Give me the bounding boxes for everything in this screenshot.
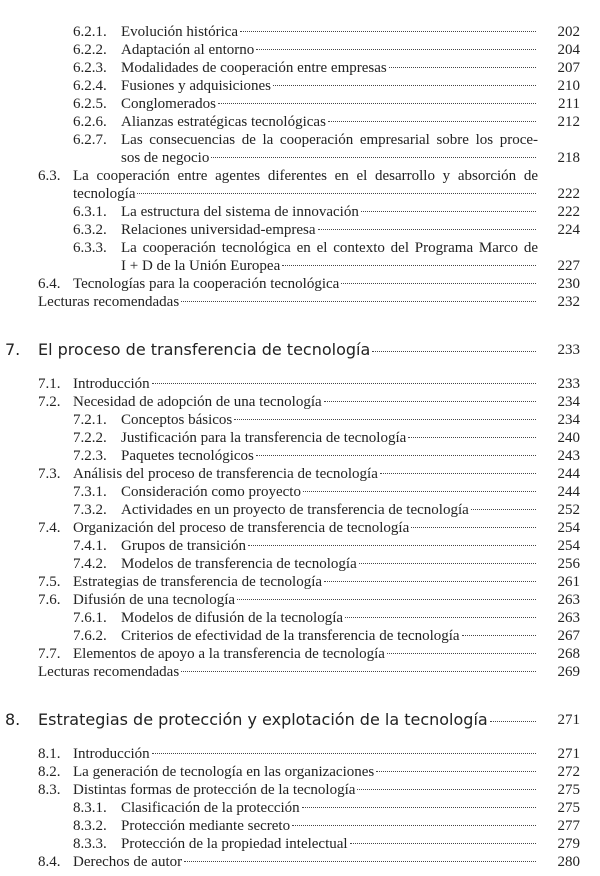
entry-line [73,591,538,609]
entry-title: Clasificación de la protección [121,800,300,816]
entry-page: 268 [557,646,580,662]
entry-number: 7.4.2. [73,556,107,572]
entry-number: 7.7. [38,646,61,662]
dot-leader [256,49,536,50]
toc-entry[interactable] [0,131,600,149]
entry-line [73,275,538,293]
dot-leader [361,211,536,212]
dot-leader [376,771,536,772]
toc-entry[interactable] [0,781,600,799]
entry-page: 275 [557,782,580,798]
toc-entry[interactable] [0,275,600,293]
toc-entry[interactable] [0,113,600,131]
entry-line [121,149,538,167]
entry-line [121,835,538,853]
entry-line [121,203,538,221]
entry-line [73,781,538,799]
entry-line [121,41,538,59]
entry-title: Lecturas recomendadas [38,664,180,680]
toc-entry[interactable] [0,203,600,221]
entry-line [73,393,538,411]
entry-title: El proceso de transferencia de tecnología [38,340,371,359]
entry-title: Fusiones y adquisiciones [121,78,271,94]
table-of-contents [0,23,600,871]
entry-line [121,131,538,149]
toc-entry[interactable] [0,745,600,763]
entry-number: 7.5. [38,574,61,590]
entry-number: 6.2.7. [73,132,107,148]
dot-leader [211,157,536,158]
dot-leader [341,283,536,284]
entry-page: 230 [557,276,580,292]
entry-line [121,411,538,429]
entry-line [73,573,538,591]
entry-number: 7.3.2. [73,502,107,518]
dot-leader [462,635,536,636]
entry-number: 8.2. [38,764,61,780]
entry-number: 6.2.1. [73,24,107,40]
entry-title: Conceptos básicos [121,412,233,428]
entry-page: 269 [557,664,580,680]
entry-number: 7.3. [38,466,61,482]
toc-entry-continuation[interactable] [0,257,600,275]
entry-page: 254 [557,538,580,554]
toc-entry[interactable] [0,835,600,853]
entry-number: 7.3.1. [73,484,107,500]
toc-entry[interactable] [0,393,600,411]
toc-entry[interactable] [0,853,600,871]
entry-line [73,645,538,663]
entry-line [121,23,538,41]
dot-leader [318,229,536,230]
entry-page: 263 [557,610,580,626]
entry-line [121,609,538,627]
entry-number: 7.2.1. [73,412,107,428]
toc-entry[interactable] [0,645,600,663]
entry-line [121,799,538,817]
toc-entry[interactable] [0,573,600,591]
entry-title: Grupos de transición [121,538,246,554]
entry-line [121,429,538,447]
entry-line [121,95,538,113]
dot-leader [324,581,536,582]
entry-page: 222 [557,204,580,220]
entry-line [121,817,538,835]
chapter-heading[interactable] [0,711,600,729]
entry-title: Tecnologías para la cooperación tecnológica [73,276,340,292]
entry-number: 6.3.2. [73,222,107,238]
dot-leader [302,807,536,808]
entry-page: 280 [557,854,580,870]
dot-leader [357,789,536,790]
entry-number: 6.2.6. [73,114,107,130]
entry-title: Paquetes tecnológicos [121,448,254,464]
entry-number: 6.3.3. [73,240,107,256]
entry-number: 6.3.1. [73,204,107,220]
dot-leader [181,301,536,302]
entry-page: 267 [557,628,580,644]
entry-line [73,745,538,763]
toc-entry-continuation[interactable] [0,149,600,167]
entry-number: 8.4. [38,854,61,870]
entry-number: 6.2.5. [73,96,107,112]
toc-entry[interactable] [0,763,600,781]
entry-title: Actividades en un proyecto de transferencia de tecnología [121,502,469,518]
entry-page: 234 [557,412,580,428]
dot-leader [237,599,536,600]
entry-number: 8.1. [38,746,61,762]
entry-title: I + D de la Unión Europea [121,258,281,274]
entry-title: Modelos de transferencia de tecnología [121,556,357,572]
toc-entry[interactable] [0,293,600,311]
entry-number: 7.4. [38,520,61,536]
entry-page: 207 [557,60,580,76]
entry-number: 8.3. [38,782,61,798]
entry-title: Distintas formas de protección de la tecnología [73,782,356,798]
entry-page: 272 [557,764,580,780]
entry-number: 6.4. [38,276,61,292]
toc-entry[interactable] [0,799,600,817]
entry-line [121,627,538,645]
entry-title: Necesidad de adopción de una tecnología [73,394,322,410]
dot-leader [282,265,536,266]
entry-number: 7.4.1. [73,538,107,554]
entry-line [121,501,538,519]
toc-entry[interactable] [0,501,600,519]
entry-page: 222 [557,186,580,202]
toc-entry[interactable] [0,817,600,835]
entry-title: Las consecuencias de la cooperación empresarial sobre los proce- [121,132,538,148]
dot-leader [490,721,536,722]
toc-entry[interactable] [0,519,600,537]
entry-page: 233 [557,376,580,392]
entry-line [73,763,538,781]
entry-title: sos de negocio [121,150,210,166]
entry-page: 243 [557,448,580,464]
dot-leader [292,825,536,826]
entry-line [121,59,538,77]
entry-number: 8.3.3. [73,836,107,852]
entry-line [121,221,538,239]
entry-page: 232 [557,294,580,310]
entry-page: 233 [557,342,580,358]
toc-entry[interactable] [0,239,600,257]
entry-number: 6.2.3. [73,60,107,76]
entry-page: 254 [557,520,580,536]
entry-number: 8.3.2. [73,818,107,834]
dot-leader [345,617,536,618]
entry-line [38,711,538,729]
dot-leader [372,351,536,352]
chapter-heading[interactable] [0,341,600,359]
entry-number: 6.2.2. [73,42,107,58]
entry-number: 6.2.4. [73,78,107,94]
entry-line [121,537,538,555]
toc-entry[interactable] [0,41,600,59]
entry-title: Elementos de apoyo a la transferencia de tecnología [73,646,385,662]
toc-entry[interactable] [0,59,600,77]
entry-page: 218 [557,150,580,166]
toc-entry[interactable] [0,447,600,465]
dot-leader [234,419,536,420]
entry-page: 277 [557,818,580,834]
entry-number: 7.6. [38,592,61,608]
entry-page: 261 [557,574,580,590]
dot-leader [256,455,536,456]
entry-number: 7.2.2. [73,430,107,446]
entry-number: 8.3.1. [73,800,107,816]
entry-number: 7.6.2. [73,628,107,644]
entry-title: Derechos de autor [73,854,183,870]
toc-entry[interactable] [0,627,600,645]
entry-title: Modalidades de cooperación entre empresas [121,60,387,76]
entry-line [121,239,538,257]
entry-title: La cooperación entre agentes diferentes en el desarrollo y absorción de [73,168,538,184]
entry-number: 6.3. [38,168,61,184]
entry-title: Introducción [73,746,150,762]
entry-number: 8. [5,710,21,729]
entry-title: Relaciones universidad-empresa [121,222,316,238]
entry-page: 263 [557,592,580,608]
entry-page: 244 [557,484,580,500]
entry-title: La generación de tecnología en las organizaciones [73,764,375,780]
dot-leader [152,753,536,754]
entry-title: Organización del proceso de transferencia de tecnología [73,520,410,536]
entry-page: 244 [557,466,580,482]
entry-line [73,519,538,537]
toc-entry[interactable] [0,95,600,113]
entry-title: Análisis del proceso de transferencia de tecnología [73,466,378,482]
entry-title: Consideración como proyecto [121,484,301,500]
entry-line [73,167,538,185]
entry-line [121,77,538,95]
entry-page: 227 [557,258,580,274]
entry-title: Estrategias de transferencia de tecnología [73,574,323,590]
entry-title: Protección mediante secreto [121,818,291,834]
entry-line [121,257,538,275]
dot-leader [471,509,536,510]
dot-leader [152,383,536,384]
entry-title: Introducción [73,376,150,392]
dot-leader [137,193,536,194]
entry-title: tecnología [73,186,136,202]
dot-leader [408,437,536,438]
toc-entry-continuation[interactable] [0,185,600,203]
toc-entry[interactable] [0,77,600,95]
dot-leader [181,671,536,672]
entry-line [121,555,538,573]
dot-leader [380,473,536,474]
entry-title: Modelos de difusión de la tecnología [121,610,344,626]
entry-number: 7. [5,340,21,359]
dot-leader [387,653,536,654]
entry-number: 7.2. [38,394,61,410]
entry-line [73,465,538,483]
entry-page: 210 [557,78,580,94]
dot-leader [411,527,536,528]
entry-page: 212 [557,114,580,130]
entry-page: 275 [557,800,580,816]
entry-page: 234 [557,394,580,410]
dot-leader [303,491,536,492]
dot-leader [389,67,536,68]
toc-entry[interactable] [0,429,600,447]
entry-title: Criterios de efectividad de la transferencia de tecnología [121,628,460,644]
toc-entry[interactable] [0,537,600,555]
entry-line [38,663,538,681]
toc-entry[interactable] [0,591,600,609]
dot-leader [218,103,536,104]
dot-leader [273,85,536,86]
entry-title: Evolución histórica [121,24,239,40]
entry-page: 204 [557,42,580,58]
entry-number: 7.1. [38,376,61,392]
dot-leader [359,563,536,564]
dot-leader [328,121,536,122]
entry-page: 279 [557,836,580,852]
entry-line [73,375,538,393]
entry-page: 240 [557,430,580,446]
entry-page: 271 [557,746,580,762]
entry-page: 224 [557,222,580,238]
entry-title: Estrategias de protección y explotación de la tecnología [38,710,488,729]
entry-page: 252 [557,502,580,518]
entry-line [121,483,538,501]
entry-title: Alianzas estratégicas tecnológicas [121,114,326,130]
entry-line [121,113,538,131]
entry-title: La estructura del sistema de innovación [121,204,359,220]
entry-title: Lecturas recomendadas [38,294,180,310]
entry-page: 211 [558,96,580,112]
entry-page: 256 [557,556,580,572]
toc-entry[interactable] [0,375,600,393]
dot-leader [350,843,536,844]
entry-line [38,293,538,311]
toc-entry[interactable] [0,221,600,239]
entry-number: 7.6.1. [73,610,107,626]
toc-entry[interactable] [0,23,600,41]
toc-entry[interactable] [0,465,600,483]
entry-title: La cooperación tecnológica en el contexto del Programa Marco de [121,240,538,256]
toc-entry[interactable] [0,411,600,429]
dot-leader [248,545,536,546]
entry-title: Adaptación al entorno [121,42,255,58]
toc-entry[interactable] [0,483,600,501]
entry-title: Difusión de una tecnología [73,592,236,608]
toc-entry[interactable] [0,663,600,681]
dot-leader [184,861,536,862]
entry-line [73,185,538,203]
toc-entry[interactable] [0,609,600,627]
entry-page: 271 [557,712,580,728]
dot-leader [240,31,536,32]
entry-title: Justificación para la transferencia de tecnología [121,430,407,446]
toc-entry[interactable] [0,555,600,573]
entry-title: Conglomerados [121,96,216,112]
entry-line [73,853,538,871]
entry-title: Protección de la propiedad intelectual [121,836,348,852]
entry-line [38,341,538,359]
entry-page: 202 [557,24,580,40]
entry-number: 7.2.3. [73,448,107,464]
dot-leader [324,401,536,402]
entry-line [121,447,538,465]
toc-entry[interactable] [0,167,600,185]
